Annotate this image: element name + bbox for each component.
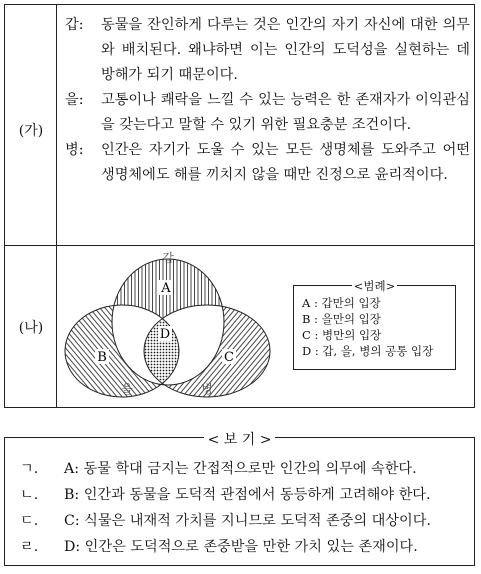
option-item[interactable] <box>20 456 465 482</box>
region-d-label: D <box>159 327 171 342</box>
option-item[interactable] <box>20 482 465 508</box>
region-c-label: C <box>224 350 234 365</box>
statement-byeong <box>65 138 470 188</box>
legend-item-b: B : 을만의 입장 <box>302 312 381 326</box>
statement-text: 고통이나 쾌락을 느낄 수 있는 능력은 한 존재자가 이익관심을 갖는다고 말할 수 있기 위한 필요충분 조건이다. <box>101 92 470 133</box>
option-item[interactable] <box>20 508 465 534</box>
statement-eul <box>65 88 470 138</box>
options-box <box>4 432 475 566</box>
region-b-label: B <box>97 350 107 365</box>
option-key: ㄱ. <box>20 461 39 477</box>
statement-list <box>65 13 470 188</box>
options-list <box>20 456 465 560</box>
legend-item-d: D : 갑, 을, 병의 공통 입장 <box>302 344 434 358</box>
option-key: ㄹ. <box>20 539 39 555</box>
option-key: ㄴ. <box>20 487 39 503</box>
option-text: C: 식물은 내재적 가치를 지니므로 도덕적 존중의 대상이다. <box>64 513 431 529</box>
circle-label-gap: 갑 <box>162 251 174 265</box>
statement-text: 동물을 잔인하게 다루는 것은 인간의 자기 자신에 대한 의무와 배치된다. 왜냐하면 이는 인간의 도덕성을 실현하는 데 방해가 되기 때문이다. <box>101 17 470 83</box>
label-ga: (가) <box>18 123 44 139</box>
speaker-gap: 갑: <box>65 17 84 33</box>
speaker-byeong: 병: <box>65 142 84 158</box>
label-na: (나) <box>18 320 44 336</box>
legend-title: <범례> <box>353 279 396 293</box>
legend-item-a: A : 갑만의 입장 <box>302 296 381 310</box>
legend-item-c: C : 병만의 입장 <box>302 328 382 342</box>
option-key: ㄷ. <box>20 513 39 529</box>
region-a-label: A <box>161 281 171 296</box>
options-title-wrap <box>5 429 474 449</box>
speaker-eul: 을: <box>65 92 84 108</box>
option-text: A: 동물 학대 금지는 간접적으로만 인간의 의무에 속한다. <box>64 461 417 477</box>
legend-title-wrap <box>294 278 455 294</box>
circle-label-eul: 을 <box>121 382 133 396</box>
circle-label-byeong: 병 <box>201 382 213 396</box>
options-title: < 보 기 > <box>204 432 276 448</box>
option-text: B: 인간과 동물을 도덕적 관점에서 동등하게 고려해야 한다. <box>64 487 431 503</box>
statement-gap <box>65 13 470 88</box>
option-item[interactable] <box>20 534 465 560</box>
statement-text: 인간은 자기가 도울 수 있는 모든 생명체를 도와주고 어떤 생명체에도 해를 끼치지 않을 때만 진정으로 윤리적이다. <box>101 142 470 183</box>
legend-box <box>293 279 456 370</box>
option-text: D: 인간은 도덕적으로 존중받을 만한 가치 있는 존재이다. <box>64 539 418 555</box>
label-column <box>5 5 57 407</box>
